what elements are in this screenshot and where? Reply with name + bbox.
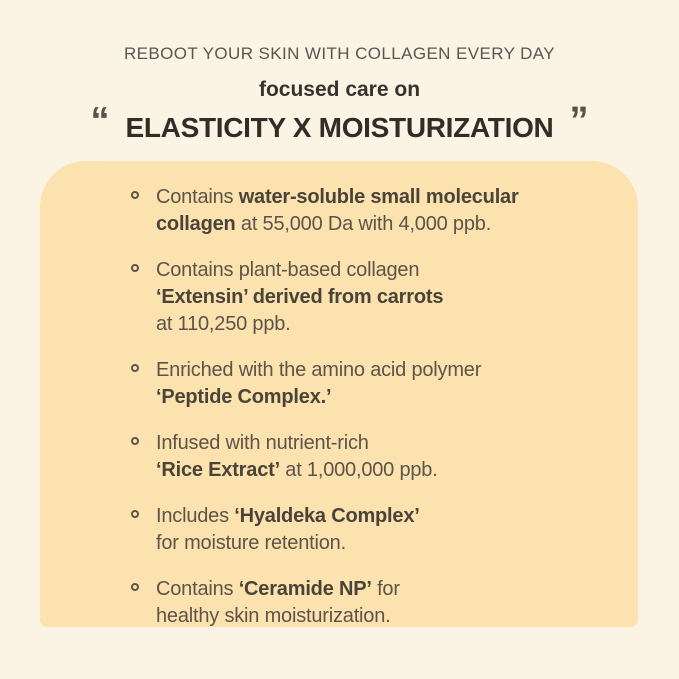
benefit-list <box>131 184 610 630</box>
benefit-text: Contains plant-based collagen ‘Extensin’ derived from carrots at 110,250 ppb. <box>156 259 444 335</box>
subtitle: focused care on <box>258 78 421 101</box>
bullet-ring-icon <box>131 364 139 372</box>
benefits-panel <box>40 161 638 627</box>
bullet-ring-icon <box>131 191 139 199</box>
benefit-item <box>131 257 610 338</box>
benefit-item <box>131 430 610 484</box>
page-title: ELASTICITY X MOISTURIZATION <box>125 112 554 143</box>
benefit-text: Infused with nutrient-rich ‘Rice Extract’ at 1,000,000 ppb. <box>156 432 438 481</box>
benefit-text: Includes ‘Hyaldeka Complex’ for moisture retention. <box>156 505 420 554</box>
title-row <box>0 100 679 147</box>
close-quote-icon: ” <box>569 100 589 142</box>
benefit-item <box>131 503 610 557</box>
header <box>0 0 679 147</box>
open-quote-icon: “ <box>90 100 110 142</box>
benefit-text: Contains ‘Ceramide NP’ for healthy skin moisturization. <box>156 578 400 627</box>
benefit-item <box>131 357 610 411</box>
bullet-ring-icon <box>131 264 139 272</box>
benefit-text: Contains water-soluble small molecular collagen at 55,000 Da with 4,000 ppb. <box>156 186 519 235</box>
benefit-item <box>131 184 610 238</box>
bullet-ring-icon <box>131 583 139 591</box>
benefit-text: Enriched with the amino acid polymer ‘Peptide Complex.’ <box>156 359 482 408</box>
tagline: REBOOT YOUR SKIN WITH COLLAGEN EVERY DAY <box>123 44 556 63</box>
bullet-ring-icon <box>131 437 139 445</box>
bullet-ring-icon <box>131 510 139 518</box>
benefit-item <box>131 576 610 630</box>
